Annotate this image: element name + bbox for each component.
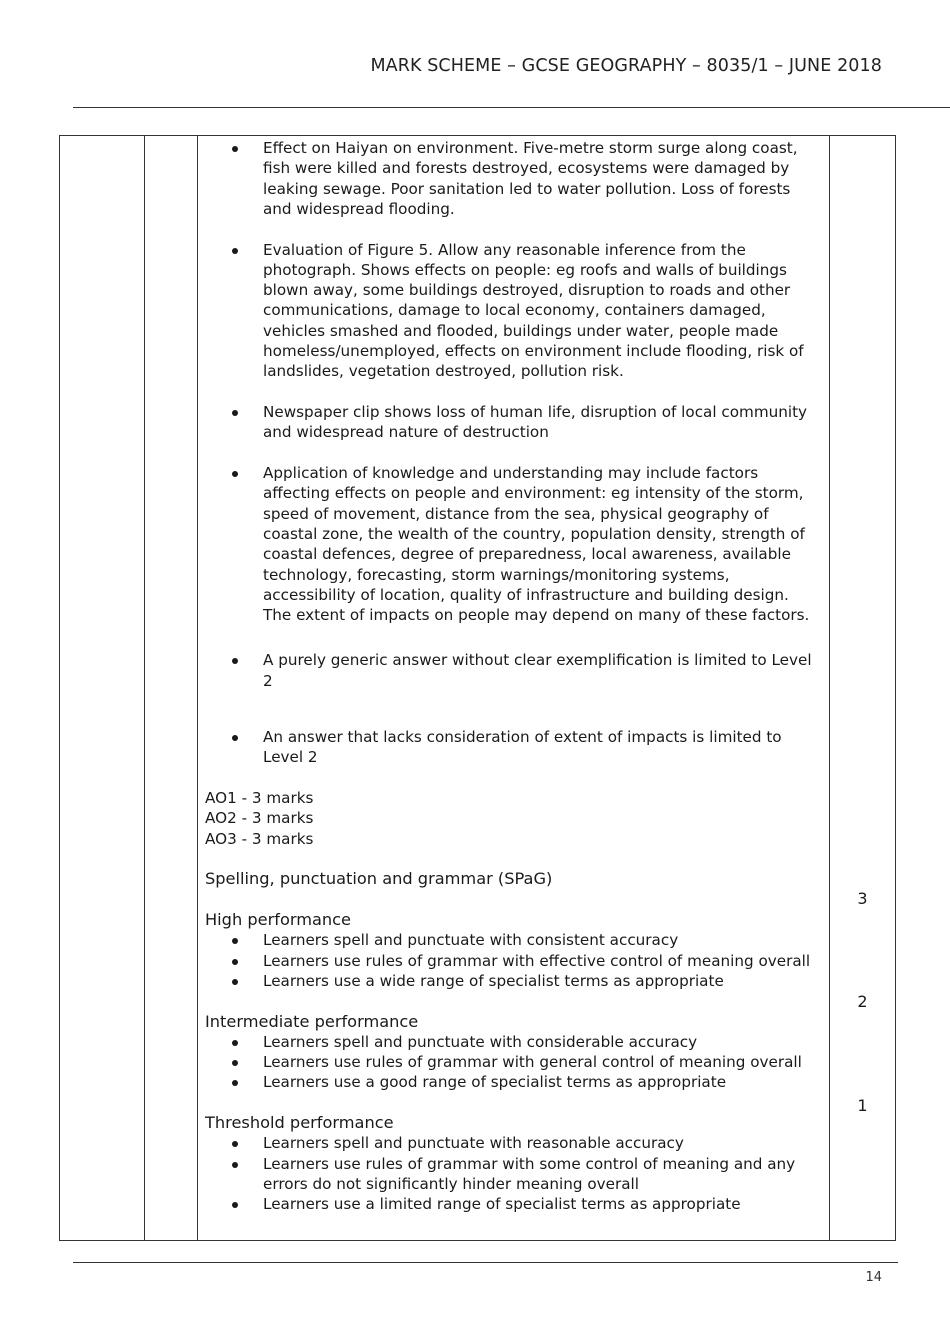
footer-rule: [73, 1262, 898, 1263]
list-item: Learners use a good range of specialist terms as appropriate: [263, 1072, 818, 1092]
page-number: 14: [865, 1270, 882, 1285]
level-heading-threshold: Threshold performance: [205, 1113, 394, 1133]
ao-mark-line: AO3 - 3 marks: [205, 829, 314, 848]
column-divider: [197, 136, 198, 1240]
column-divider: [829, 136, 830, 1240]
bullet-icon: [232, 1141, 238, 1147]
bullet-icon: [232, 658, 238, 664]
bullet-icon: [232, 938, 238, 944]
list-item: Learners use a limited range of specialist terms as appropriate: [263, 1194, 818, 1214]
column-divider: [144, 136, 145, 1240]
bullet-icon: [232, 248, 238, 254]
level-list-threshold: [205, 1133, 818, 1214]
level-list-high: [205, 930, 818, 991]
bullet-icon: [232, 410, 238, 416]
list-item: Learners use rules of grammar with some control of meaning and any errors do not significantly hinder meaning overall: [263, 1154, 818, 1195]
mark-intermediate: 2: [857, 992, 868, 1011]
page-header: MARK SCHEME – GCSE GEOGRAPHY – 8035/1 – JUNE 2018: [370, 56, 882, 76]
list-item: Learners use a wide range of specialist terms as appropriate: [263, 971, 818, 991]
level-heading-high: High performance: [205, 909, 352, 929]
list-item: Learners spell and punctuate with consistent accuracy: [263, 930, 818, 950]
bullet-icon: [232, 146, 238, 152]
bullet-icon: [232, 1040, 238, 1046]
mark-threshold: 1: [857, 1096, 868, 1115]
level-heading-intermediate: Intermediate performance: [205, 1011, 419, 1031]
list-item: Evaluation of Figure 5. Allow any reasonable inference from the photograph. Shows effects on people: eg roofs and walls of buildings blown away, some buildings destroyed, disruption to roads and other communications, damage to local economy, containers damaged, vehicles smashed and flooded, buildings under water, people made homeless/unemployed, effects on environment include flooding, risk of landslides, vegetation destroyed, pollution risk.: [263, 240, 818, 382]
bullet-icon: [232, 735, 238, 741]
bullet-icon: [232, 1162, 238, 1168]
guidance-cell: [205, 138, 818, 1215]
level-list-intermediate: [205, 1032, 818, 1093]
list-item: Application of knowledge and understanding may include factors affecting effects on people and environment: eg intensity of the storm, speed of movement, distance from the sea, physical geography of coastal zone, the wealth of the country, population density, strength of coastal defences, degree of preparedness, local awareness, available technology, forecasting, storm warnings/monitoring systems, accessibility of location, quality of infrastructure and building design. The extent of impacts on people may depend on many of these factors.: [263, 463, 818, 625]
list-item: A purely generic answer without clear exemplification is limited to Level 2: [263, 650, 818, 691]
bullet-icon: [232, 1060, 238, 1066]
list-item: Learners spell and punctuate with reasonable accuracy: [263, 1133, 818, 1153]
guidance-list: [205, 138, 818, 768]
mark-high: 3: [857, 889, 868, 908]
mark-scheme-table: [59, 135, 896, 1241]
list-item: Learners use rules of grammar with effective control of meaning overall: [263, 951, 818, 971]
list-item: Learners use rules of grammar with general control of meaning overall: [263, 1052, 818, 1072]
list-item: Learners spell and punctuate with considerable accuracy: [263, 1032, 818, 1052]
bullet-icon: [232, 979, 238, 985]
bullet-icon: [232, 959, 238, 965]
spag-title: Spelling, punctuation and grammar (SPaG): [205, 869, 553, 889]
ao-marks: [205, 788, 818, 849]
bullet-icon: [232, 1080, 238, 1086]
list-item: Effect on Haiyan on environment. Five-metre storm surge along coast, fish were killed and forests destroyed, ecosystems were damaged by leaking sewage. Poor sanitation led to water pollution. Loss of forests and widespread flooding.: [263, 138, 818, 219]
ao-mark-line: AO2 - 3 marks: [205, 809, 314, 828]
bullet-icon: [232, 1202, 238, 1208]
header-rule: [73, 107, 950, 108]
list-item: An answer that lacks consideration of extent of impacts is limited to Level 2: [263, 727, 818, 768]
ao-mark-line: AO1 - 3 marks: [205, 788, 314, 807]
bullet-icon: [232, 471, 238, 477]
list-item: Newspaper clip shows loss of human life, disruption of local community and widespread nature of destruction: [263, 402, 818, 443]
